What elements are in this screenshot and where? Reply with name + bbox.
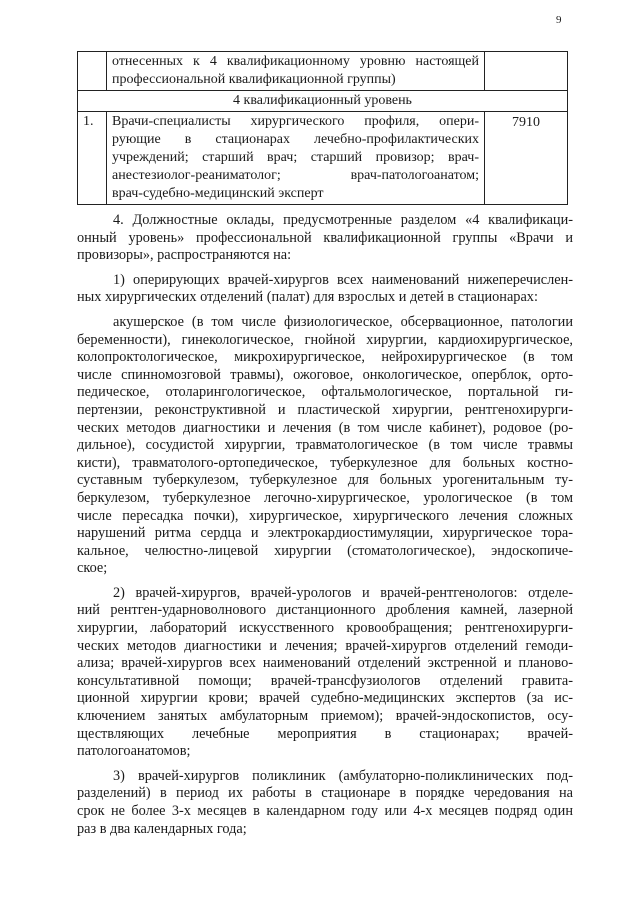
text-line: патологоанатомов; bbox=[77, 743, 191, 760]
table-row bbox=[78, 112, 568, 205]
text-line: суставным туберкулезом, туберкулезное для больных урогенитальным ту- bbox=[77, 472, 573, 489]
table-cell-text bbox=[107, 112, 485, 205]
text-line: 1) оперирующих врачей-хирургов всех наименований нижеперечислен- bbox=[113, 271, 573, 288]
text-line: числе пересадка почки), хирургическое, хирургического лечения сложных bbox=[77, 507, 573, 524]
table-row-continuation bbox=[78, 52, 568, 91]
table-text-line: врач-судебно-медицинский эксперт bbox=[112, 186, 324, 201]
text-line: числе спинномозговой травмы), ожоговое, онкологическое, оперблок, орто- bbox=[77, 366, 573, 383]
text-line: ческих методов диагностики и лечения (в том числе кабинет), родовое (ро- bbox=[77, 419, 573, 436]
paragraph bbox=[77, 314, 573, 578]
table-cell-text bbox=[107, 52, 485, 91]
table-text-line: анестезиолог-реаниматолог; врач-патологоанатом; bbox=[112, 168, 479, 183]
text-line: провизоры», распространяются на: bbox=[77, 247, 292, 264]
text-line: педическое, отоларингологическое, офтальмологическое, портальной ги- bbox=[77, 384, 573, 401]
text-line: 2) врачей-хирургов, врачей-урологов и врачей-рентгенологов: отделе- bbox=[113, 584, 573, 601]
text-line: колопроктологическое, микрохирургическое, нейрохирургическое (в том bbox=[77, 349, 573, 366]
table-text-line: рующие в стационарах лечебно-профилактических bbox=[112, 132, 479, 147]
text-line: кальное, челюстно-лицевой хирургии (стоматологическое), эндоскопиче- bbox=[77, 542, 573, 559]
text-line: онный уровень» профессиональной квалификационной группы «Врачи и bbox=[77, 229, 573, 246]
text-line: акушерское (в том числе физиологическое, обсервационное, патологии bbox=[113, 313, 573, 330]
text-line: срок не более 3-х месяцев в календарном году или 4-х месяцев подряд один bbox=[77, 803, 573, 819]
paragraph bbox=[77, 768, 573, 838]
text-line: ализа; врачей-хирургов всех наименований отделений экстренной и планово- bbox=[77, 655, 573, 672]
table-cell-value: 7910 bbox=[485, 112, 568, 205]
table-text-line: профессиональной квалификационной группы) bbox=[112, 72, 396, 87]
table-cell-value bbox=[485, 52, 568, 91]
text-line: кисти), травматолого-ортопедическое, туберкулезное для больных костно- bbox=[77, 454, 573, 471]
paragraph bbox=[77, 212, 573, 265]
text-line: ных хирургических отделений (палат) для взрослых и детей в стационарах: bbox=[77, 289, 538, 306]
text-line: хирургии, лабораторий искусственного кровообращения; рентгенохирурги- bbox=[77, 620, 573, 637]
table-text-line: отнесенных к 4 квалификационному уровню настоящей bbox=[112, 54, 479, 69]
text-line: раз в два календарных года; bbox=[77, 820, 247, 837]
text-line: ществляющих лечебные мероприятия в стационарах; врачей- bbox=[77, 725, 573, 742]
table-cell-number bbox=[78, 52, 107, 91]
table-row-level-header bbox=[78, 91, 568, 112]
text-line: пертензии, реконструктивной и пластической хирургии, рентгенохирурги- bbox=[77, 401, 573, 418]
text-line: беркулезом, туберкулезное легочно-хирургическое, урологическое (в том bbox=[77, 489, 573, 506]
table-text-line: учреждений; старший врач; старший провизор; врач- bbox=[112, 150, 479, 165]
text-line: 4. Должностные оклады, предусмотренные разделом «4 квалификаци- bbox=[113, 212, 573, 228]
text-line: ционной хирургии крови; врачей судебно-медицинских экспертов (за ис- bbox=[77, 690, 573, 707]
text-line: ское; bbox=[77, 560, 108, 577]
text-line: беременности), гинекологическое, гнойной хирургии, кардиохирургическое, bbox=[77, 331, 573, 348]
paragraph bbox=[77, 585, 573, 761]
level-header: 4 квалификационный уровень bbox=[78, 91, 568, 112]
table-cell-number: 1. bbox=[78, 112, 107, 205]
text-line: 3) врачей-хирургов поликлиник (амбулаторно-поликлинических под- bbox=[113, 767, 573, 784]
text-line: ческих методов диагностики и лечения; врачей-хирургов отделений гемоди- bbox=[77, 637, 573, 654]
text-line: разделений) в период их работы в стационаре в порядке чередования на bbox=[77, 785, 573, 802]
table-text-line: Врачи-специалисты хирургического профиля, опери- bbox=[112, 114, 479, 129]
text-line: ний рентген-ударноволнового дистанционного дробления камней, лазерной bbox=[77, 602, 573, 619]
text-line: консультативной помощи; врачей-трансфузиологов отделений гравита- bbox=[77, 672, 573, 689]
salary-table bbox=[77, 51, 568, 205]
document-body bbox=[77, 212, 573, 845]
paragraph bbox=[77, 272, 573, 307]
text-line: нарушений ритма сердца и электрокардиостимуляции, хирургическое тора- bbox=[77, 525, 573, 542]
text-line: ключением занятых амбулаторным приемом); врачей-эндоскопистов, осу- bbox=[77, 708, 573, 725]
page-number: 9 bbox=[556, 14, 562, 26]
text-line: дильное), сосудистой хирургии, травматологическое (в том числе травмы bbox=[77, 437, 573, 454]
